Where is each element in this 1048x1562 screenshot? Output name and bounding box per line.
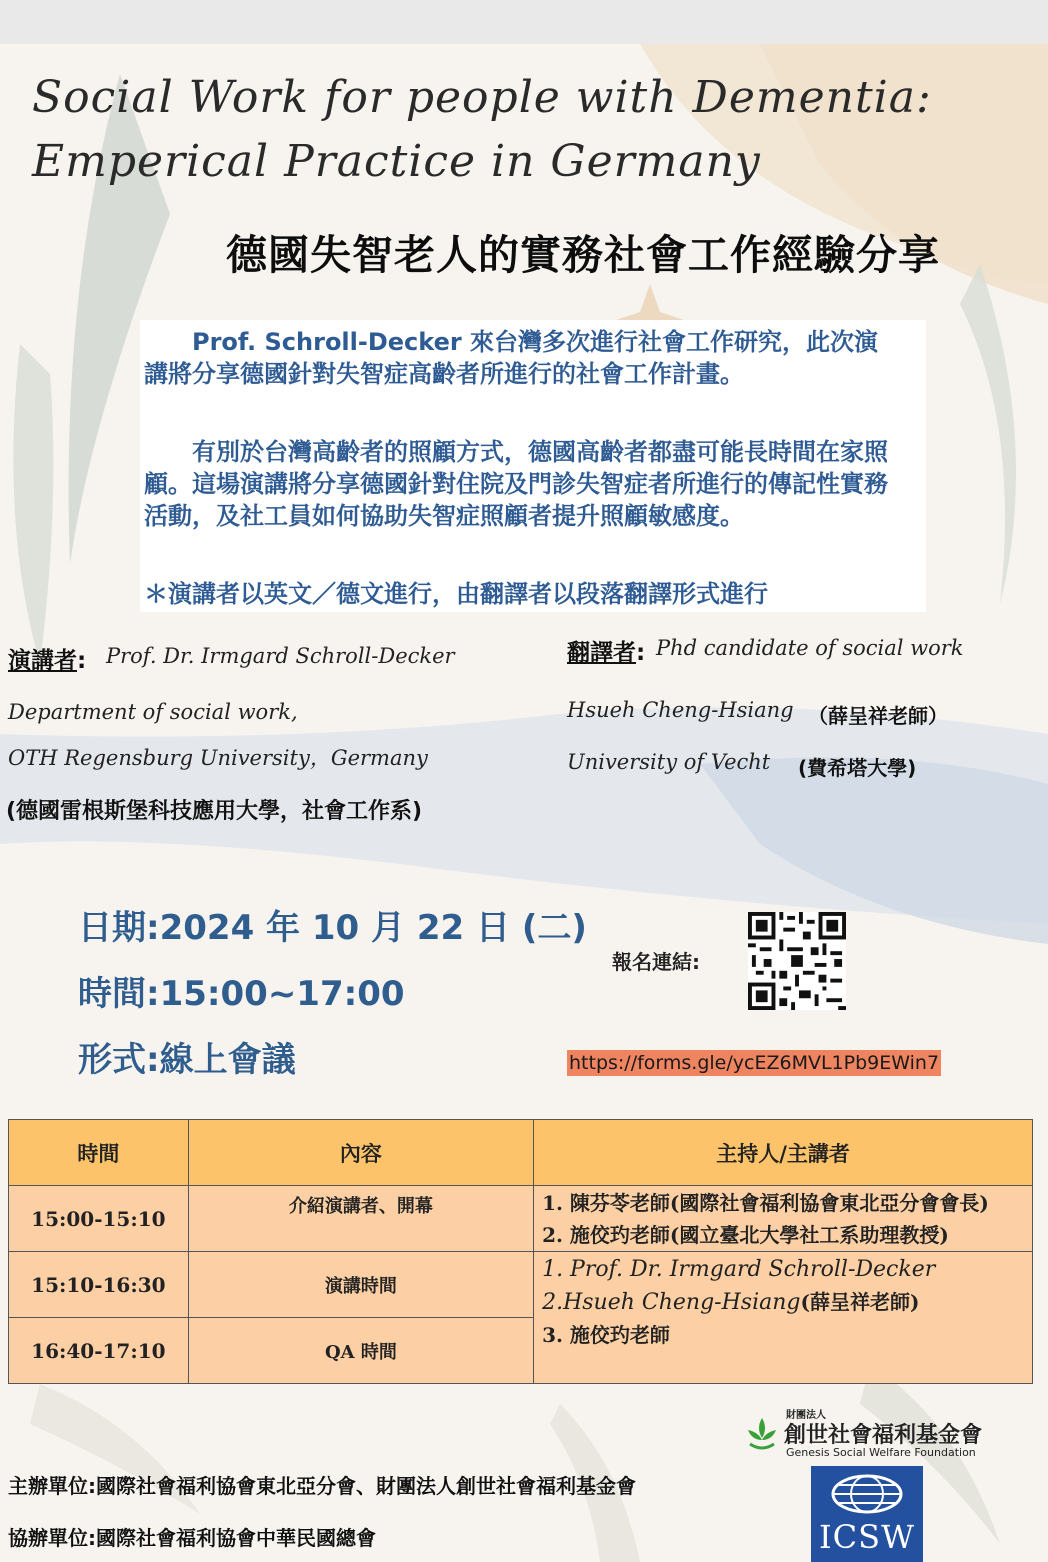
genesis-logo	[742, 1406, 982, 1462]
host-item: 2.Hsueh Cheng-Hsiang(薛呈祥老師)	[542, 1290, 920, 1315]
qr-code-icon[interactable]	[748, 912, 846, 1010]
agenda-time: 15:10-16:30	[9, 1252, 189, 1318]
agenda-header-row	[9, 1120, 1033, 1186]
intro-paragraph-1: Prof. Schroll-Decker 來台灣多次進行社會工作研究，此次演講將分享德國針對失智症高齡者所進行的社會工作計畫。	[144, 328, 879, 388]
registration-label: 報名連結:	[612, 950, 700, 974]
agenda-header-time: 時間	[9, 1120, 189, 1186]
agenda-table	[8, 1119, 1033, 1384]
agenda-host-cell	[534, 1252, 1033, 1384]
agenda-row	[9, 1186, 1033, 1252]
speaker-name: Prof. Dr. Irmgard Schroll-Decker	[106, 644, 455, 668]
genesis-emblem-icon	[742, 1414, 782, 1454]
title-english-line2: Emperical Practice in Germany	[32, 136, 761, 187]
intro-paragraph-2: 有別於台灣高齡者的照顧方式，德國高齡者都盡可能長時間在家照顧。這場演講將分享德國針對住院及門診失智症者所進行的傳記性實務活動，及社工員如何協助失智症照顧者提升照顧敏感度。	[144, 438, 888, 530]
title-english-line1: Social Work for people with Dementia:	[32, 72, 932, 123]
event-format: 形式:線上會議	[78, 1040, 296, 1080]
speaker-label: 演講者:	[8, 648, 87, 674]
event-poster	[0, 44, 1048, 1562]
agenda-row	[9, 1252, 1033, 1318]
agenda-content: QA 時間	[188, 1318, 533, 1384]
translator-name: Hsueh Cheng-Hsiang	[567, 698, 794, 722]
title-chinese: 德國失智老人的實務社會工作經驗分享	[226, 231, 940, 279]
agenda-header-content: 內容	[188, 1120, 533, 1186]
top-bar	[0, 0, 1048, 44]
host-item: 2. 施佼玓老師(國立臺北大學社工系助理教授)	[542, 1222, 949, 1247]
agenda-time: 15:00-15:10	[9, 1186, 189, 1252]
translator-university: University of Vecht	[567, 750, 771, 774]
translator-university-chinese: (費希塔大學)	[798, 756, 917, 780]
genesis-name-english: Genesis Social Welfare Foundation	[786, 1446, 976, 1459]
event-date: 日期:2024 年 10 月 22 日 (二)	[78, 908, 587, 948]
organizer-host: 主辦單位:國際社會福利協會東北亞分會、財團法人創世社會福利基金會	[8, 1474, 636, 1498]
agenda-content: 介紹演講者、開幕	[188, 1186, 533, 1252]
registration-link[interactable]: https://forms.gle/ycEZ6MVL1Pb9EWin7	[569, 1052, 940, 1074]
agenda-host-cell	[534, 1186, 1033, 1252]
agenda-content: 演講時間	[188, 1252, 533, 1318]
genesis-name-chinese: 創世社會福利基金會	[784, 1423, 983, 1448]
agenda-time: 16:40-17:10	[9, 1318, 189, 1384]
icsw-text: ICSW	[819, 1518, 915, 1556]
genesis-small-label: 財團法人	[786, 1410, 826, 1421]
translator-title: Phd candidate of social work	[656, 636, 964, 660]
organizer-co-host: 協辦單位:國際社會福利協會中華民國總會	[8, 1526, 376, 1550]
event-time: 時間:15:00~17:00	[78, 974, 405, 1014]
translator-label: 翻譯者:	[567, 640, 646, 666]
host-item: 1. 陳芬苓老師(國際社會福利協會東北亞分會會長)	[542, 1190, 989, 1215]
intro-note: ＊演講者以英文／德文進行，由翻譯者以段落翻譯形式進行	[144, 580, 768, 608]
globe-icon	[811, 1468, 923, 1518]
host-item: 3. 施佼玓老師	[542, 1323, 670, 1347]
speaker-university: OTH Regensburg University，Germany	[8, 746, 428, 770]
agenda-header-host: 主持人/主講者	[534, 1120, 1033, 1186]
icsw-logo	[811, 1466, 923, 1562]
translator-name-chinese: （薛呈祥老師）	[808, 704, 948, 728]
intro-box	[140, 320, 926, 612]
speaker-university-chinese: (德國雷根斯堡科技應用大學，社會工作系)	[6, 799, 423, 824]
speaker-department: Department of social work,	[8, 700, 298, 724]
host-item: 1. Prof. Dr. Irmgard Schroll-Decker	[542, 1257, 936, 1282]
